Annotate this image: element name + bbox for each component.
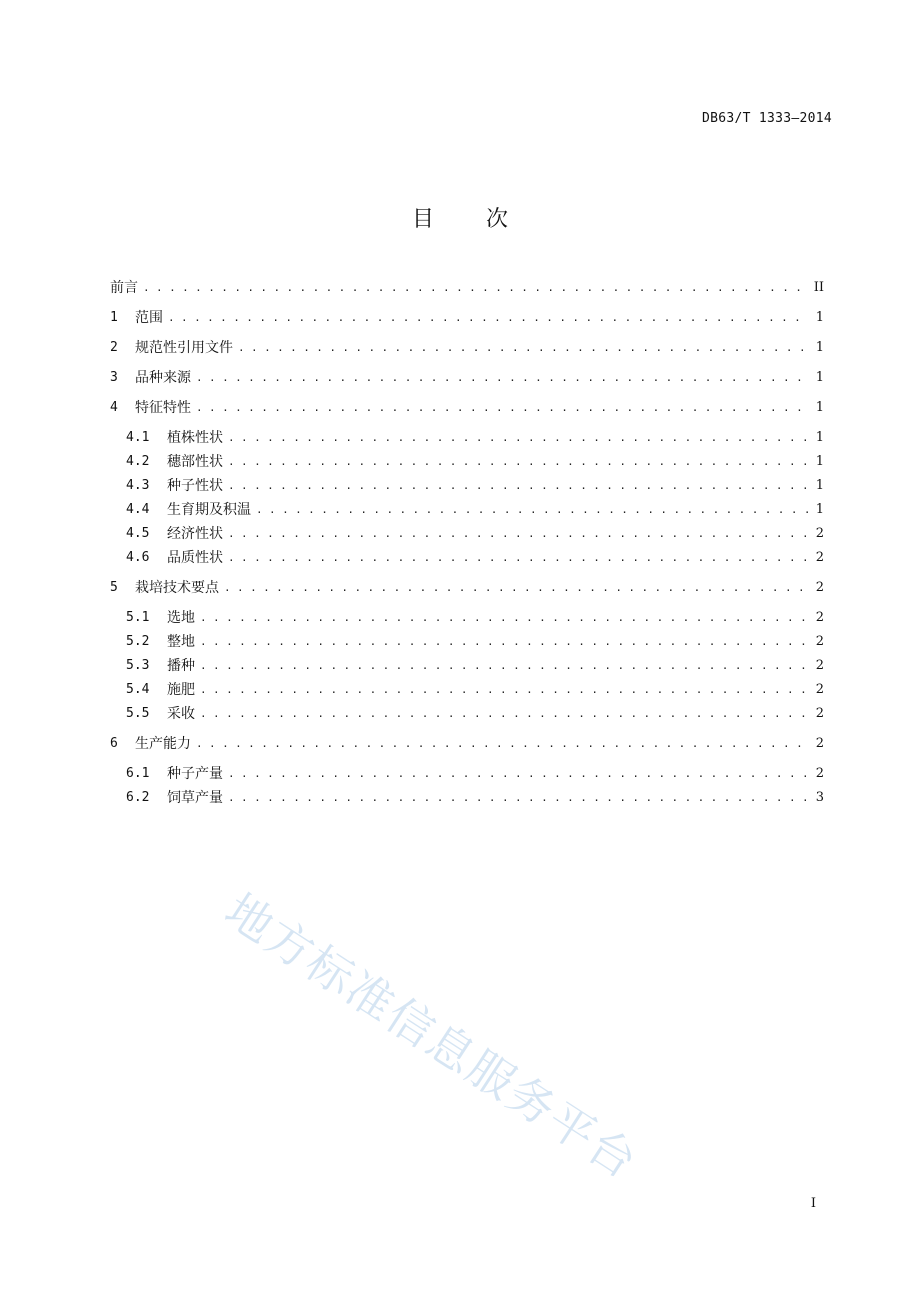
toc-entry-6-2[interactable] [126,788,824,808]
toc-entry-label: 饲草产量 [167,790,223,806]
toc-entry-4-2[interactable] [126,452,824,472]
toc-entry-label: 规范性引用文件 [135,340,233,356]
page-title-char-1: 目 [411,207,434,232]
toc-entry-label: 前言 [110,280,138,296]
toc-entry-4-1[interactable] [126,428,824,448]
toc-entry-label: 种子产量 [167,766,223,782]
toc-entry-number: 4.4 [126,502,150,517]
toc-entry-number: 6.2 [126,790,150,805]
toc-entry-label: 选地 [167,610,195,626]
dot-leader [196,368,808,388]
toc-entry-number: 5.4 [126,682,150,697]
dot-leader [228,764,808,784]
toc-entry-number: 5.3 [126,658,150,673]
toc-entry-5-3[interactable] [126,656,824,676]
toc-entry-label: 生产能力 [135,736,191,752]
toc-entry-5[interactable] [110,578,824,598]
toc-entry-4-6[interactable] [126,548,824,568]
toc-entry-number: 6 [110,736,118,751]
toc-entry-page: 1 [815,310,824,325]
dot-leader [228,524,808,544]
page-title [0,202,920,233]
toc-entry-label: 整地 [167,634,195,650]
toc-entry-page: 2 [815,550,824,565]
toc-entry-label: 范围 [135,310,163,326]
toc-entry-label: 生育期及积温 [167,502,251,518]
toc-entry-page: 2 [815,658,824,673]
dot-leader [228,788,808,808]
toc-entry-label: 经济性状 [167,526,223,542]
toc-entry-4-5[interactable] [126,524,824,544]
toc-entry-page: 1 [815,454,824,469]
toc-entry-page: 2 [815,526,824,541]
page-title-char-2: 次 [486,207,509,232]
toc-entry-label: 施肥 [167,682,195,698]
toc-entry-number: 4.3 [126,478,150,493]
dot-leader [228,548,808,568]
toc-entry-label: 穗部性状 [167,454,223,470]
toc-entry-page: 2 [815,736,824,751]
toc-entry-page: 2 [815,766,824,781]
toc-entry-number: 6.1 [126,766,150,781]
toc-entry-5-2[interactable] [126,632,824,652]
dot-leader [228,452,808,472]
toc-entry-page: 1 [815,400,824,415]
dot-leader [200,704,808,724]
toc-entry-3[interactable] [110,368,824,388]
dot-leader [228,476,808,496]
toc-entry-page: II [813,280,824,295]
dot-leader [168,308,808,328]
toc-entry-number: 4 [110,400,118,415]
dot-leader [228,428,808,448]
toc-entry-label: 植株性状 [167,430,223,446]
toc-entry-number: 5.1 [126,610,150,625]
dot-leader [200,632,808,652]
toc-entry-1[interactable] [110,308,824,328]
toc-entry-5-4[interactable] [126,680,824,700]
toc-entry-4-4[interactable] [126,500,824,520]
dot-leader [196,398,808,418]
toc-entry-label: 特征特性 [135,400,191,416]
toc-entry-label: 栽培技术要点 [135,580,219,596]
toc-entry-4-3[interactable] [126,476,824,496]
toc-entry-page: 1 [815,502,824,517]
toc-entry-page: 2 [815,634,824,649]
dot-leader [200,656,808,676]
toc-entry-page: 2 [815,610,824,625]
toc-entry-2[interactable] [110,338,824,358]
toc-entry-page: 1 [815,478,824,493]
toc-entry-number: 2 [110,340,118,355]
dot-leader [200,680,808,700]
toc-entry-label: 播种 [167,658,195,674]
toc-entry-6[interactable] [110,734,824,754]
toc-entry-page: 1 [815,340,824,355]
toc-entry-label: 种子性状 [167,478,223,494]
toc-entry-number: 4.1 [126,430,150,445]
toc-entry-page: 1 [815,370,824,385]
toc-entry-5-5[interactable] [126,704,824,724]
toc-entry-label: 采收 [167,706,195,722]
toc-entry-page: 2 [815,682,824,697]
toc-entry-number: 4.5 [126,526,150,541]
dot-leader [143,278,808,298]
watermark: 地方标准信息服务平台 [215,882,648,1190]
dot-leader [224,578,808,598]
toc-entry-number: 1 [110,310,118,325]
toc-entry-number: 3 [110,370,118,385]
toc-entry-number: 5.5 [126,706,150,721]
toc-entry-page: 3 [815,790,824,805]
toc-entry-number: 5.2 [126,634,150,649]
toc-entry-number: 4.6 [126,550,150,565]
toc-entry-page: 2 [815,580,824,595]
toc-entry-page: 1 [815,430,824,445]
toc-entry-number: 5 [110,580,118,595]
toc-entry-5-1[interactable] [126,608,824,628]
toc-entry-label: 品质性状 [167,550,223,566]
toc-entry-page: 2 [815,706,824,721]
dot-leader [200,608,808,628]
standard-number: DB63/T 1333—2014 [701,111,832,126]
toc-entry-foreword[interactable] [110,278,824,298]
page-number: I [810,1196,816,1211]
toc-entry-label: 品种来源 [135,370,191,386]
toc-entry-4[interactable] [110,398,824,418]
dot-leader [256,500,808,520]
dot-leader [196,734,808,754]
dot-leader [238,338,808,358]
toc-entry-number: 4.2 [126,454,150,469]
toc-entry-6-1[interactable] [126,764,824,784]
